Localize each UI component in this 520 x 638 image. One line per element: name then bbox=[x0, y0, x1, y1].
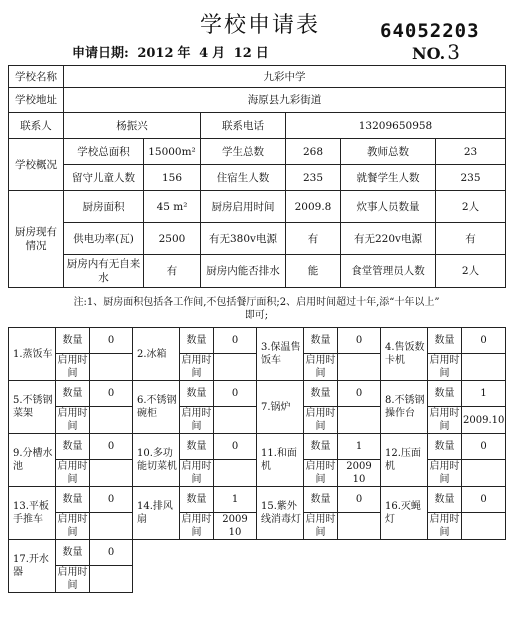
quantity-value: 0 bbox=[214, 381, 257, 407]
quantity-label: 数量 bbox=[304, 381, 338, 407]
students-label: 学生总数 bbox=[201, 139, 286, 165]
quantity-value: 1 bbox=[214, 487, 257, 513]
start-time-label: 启用时间 bbox=[57, 567, 88, 591]
v380-value: 有 bbox=[286, 223, 341, 255]
quantity-label: 数量 bbox=[428, 434, 462, 460]
start-time-label: 启用时间 bbox=[57, 355, 88, 379]
start-time-value bbox=[462, 513, 506, 540]
start-time-value bbox=[462, 460, 506, 487]
start-time-value bbox=[90, 407, 133, 434]
equipment-name: 3.保温售饭车 bbox=[257, 328, 304, 381]
quantity-value: 0 bbox=[214, 434, 257, 460]
date-year-unit: 年 bbox=[177, 46, 191, 61]
quantity-value: 0 bbox=[214, 328, 257, 354]
equipment-row bbox=[9, 540, 506, 566]
quantity-value: 0 bbox=[90, 434, 133, 460]
start-time-value: 2009 10 bbox=[338, 460, 381, 487]
boarding-label: 住宿生人数 bbox=[201, 165, 286, 191]
school-area-value: 15000m² bbox=[144, 139, 201, 165]
quantity-value: 1 bbox=[462, 381, 506, 407]
date-month: 4 bbox=[199, 46, 209, 61]
equipment-name: 11.和面机 bbox=[257, 434, 304, 487]
school-area-label: 学校总面积 bbox=[64, 139, 144, 165]
kitchen-staff-label: 炊事人员数量 bbox=[341, 191, 436, 223]
equipment-name: 10.多功能切菜机 bbox=[133, 434, 180, 487]
date-month-unit: 月 bbox=[212, 46, 226, 61]
quantity-value: 0 bbox=[338, 487, 381, 513]
drain-label: 厨房内能否排水 bbox=[201, 255, 286, 288]
equipment-name: 8.不锈钢操作台 bbox=[381, 381, 428, 434]
start-time-label: 启用时间 bbox=[429, 514, 460, 538]
kitchen-area-label: 厨房面积 bbox=[64, 191, 144, 223]
date-day: 12 bbox=[233, 46, 252, 61]
form-number-value: 3 bbox=[447, 40, 460, 64]
equipment-name: 7.锅炉 bbox=[257, 381, 304, 434]
school-name-value: 九彩中学 bbox=[64, 66, 506, 88]
overview-label: 学校概况 bbox=[9, 139, 64, 191]
start-time-value: 2009.10 bbox=[462, 407, 506, 434]
note bbox=[8, 296, 505, 322]
quantity-label: 数量 bbox=[56, 540, 90, 566]
quantity-value: 1 bbox=[338, 434, 381, 460]
kitchen-start-label: 厨房启用时间 bbox=[201, 191, 286, 223]
school-address-value: 海原县九彩街道 bbox=[64, 88, 506, 113]
equipment-name: 17.开水器 bbox=[9, 540, 56, 593]
start-time-value bbox=[338, 354, 381, 381]
quantity-value: 0 bbox=[338, 328, 381, 354]
power-label: 供电功率(瓦) bbox=[64, 223, 144, 255]
start-time-value bbox=[462, 354, 506, 381]
start-time-label: 启用时间 bbox=[305, 514, 336, 538]
start-time-label: 启用时间 bbox=[429, 461, 460, 485]
school-name-label: 学校名称 bbox=[9, 66, 64, 88]
quantity-label: 数量 bbox=[428, 381, 462, 407]
note-line-2: 即可; bbox=[244, 310, 269, 321]
start-time-label: 启用时间 bbox=[181, 355, 212, 379]
quantity-label: 数量 bbox=[56, 487, 90, 513]
equipment-name: 5.不锈钢菜架 bbox=[9, 381, 56, 434]
equipment-row bbox=[9, 434, 506, 460]
teachers-value: 23 bbox=[436, 139, 506, 165]
equipment-name: 9.分槽水池 bbox=[9, 434, 56, 487]
kitchen-label: 厨房现有情况 bbox=[9, 191, 64, 288]
start-time-label: 启用时间 bbox=[305, 408, 336, 432]
start-time-value bbox=[90, 460, 133, 487]
start-time-value bbox=[90, 354, 133, 381]
start-time-value bbox=[214, 460, 257, 487]
contact-label: 联系人 bbox=[9, 113, 64, 139]
form-number bbox=[412, 40, 460, 64]
start-time-value bbox=[338, 407, 381, 434]
quantity-label: 数量 bbox=[180, 328, 214, 354]
start-time-label: 启用时间 bbox=[305, 461, 336, 485]
start-time-label: 启用时间 bbox=[57, 461, 88, 485]
kitchen-staff-value: 2人 bbox=[436, 191, 506, 223]
start-time-label: 启用时间 bbox=[429, 408, 460, 432]
start-time-label: 启用时间 bbox=[429, 355, 460, 379]
v380-label: 有无380v电源 bbox=[201, 223, 286, 255]
serial-number: 64052203 bbox=[380, 20, 480, 42]
contact-value: 杨振兴 bbox=[64, 113, 201, 139]
quantity-value: 0 bbox=[90, 487, 133, 513]
left-behind-value: 156 bbox=[144, 165, 201, 191]
phone-label: 联系电话 bbox=[201, 113, 286, 139]
boarding-value: 235 bbox=[286, 165, 341, 191]
equipment-row bbox=[9, 328, 506, 354]
start-time-value bbox=[214, 354, 257, 381]
quantity-label: 数量 bbox=[304, 434, 338, 460]
quantity-label: 数量 bbox=[428, 487, 462, 513]
note-line-1: 注:1、厨房面积包括各工作间,不包括餐厅面积;2、启用时间超过十年,添“十年以上” bbox=[73, 297, 440, 308]
phone-value: 13209650958 bbox=[286, 113, 506, 139]
quantity-label: 数量 bbox=[56, 381, 90, 407]
quantity-label: 数量 bbox=[180, 381, 214, 407]
quantity-value: 0 bbox=[462, 434, 506, 460]
water-value: 有 bbox=[144, 255, 201, 288]
form-number-label: NO. bbox=[412, 44, 446, 63]
left-behind-label: 留守儿童人数 bbox=[64, 165, 144, 191]
manager-label: 食堂管理员人数 bbox=[341, 255, 436, 288]
school-address-label: 学校地址 bbox=[9, 88, 64, 113]
start-time-label: 启用时间 bbox=[181, 408, 212, 432]
start-time-label: 启用时间 bbox=[305, 355, 336, 379]
start-time-value bbox=[338, 513, 381, 540]
start-time-value bbox=[90, 513, 133, 540]
quantity-value: 0 bbox=[90, 328, 133, 354]
quantity-value: 0 bbox=[462, 487, 506, 513]
kitchen-start-value: 2009.8 bbox=[286, 191, 341, 223]
quantity-label: 数量 bbox=[304, 487, 338, 513]
water-label: 厨房内有无自来水 bbox=[64, 255, 144, 288]
quantity-label: 数量 bbox=[56, 434, 90, 460]
students-value: 268 bbox=[286, 139, 341, 165]
quantity-label: 数量 bbox=[428, 328, 462, 354]
equipment-name: 12.压面机 bbox=[381, 434, 428, 487]
quantity-value: 0 bbox=[90, 381, 133, 407]
quantity-label: 数量 bbox=[56, 328, 90, 354]
form-title: 学校申请表 bbox=[199, 13, 320, 38]
quantity-label: 数量 bbox=[180, 434, 214, 460]
start-time-label: 启用时间 bbox=[57, 408, 88, 432]
quantity-label: 数量 bbox=[180, 487, 214, 513]
empty-cell bbox=[133, 540, 257, 593]
teachers-label: 教师总数 bbox=[341, 139, 436, 165]
v220-value: 有 bbox=[436, 223, 506, 255]
equipment-name: 13.平板手推车 bbox=[9, 487, 56, 540]
start-time-label: 启用时间 bbox=[181, 514, 212, 538]
start-time-label: 启用时间 bbox=[57, 514, 88, 538]
equipment-name: 14.排风扇 bbox=[133, 487, 180, 540]
quantity-value: 0 bbox=[462, 328, 506, 354]
equipment-name: 16.灭蝇灯 bbox=[381, 487, 428, 540]
start-time-value bbox=[90, 566, 133, 593]
quantity-value: 0 bbox=[90, 540, 133, 566]
equipment-row bbox=[9, 487, 506, 513]
quantity-label: 数量 bbox=[304, 328, 338, 354]
school-info-table bbox=[8, 65, 506, 288]
start-time-label: 启用时间 bbox=[181, 461, 212, 485]
equipment-name: 1.蒸饭车 bbox=[9, 328, 56, 381]
start-time-value: 2009 10 bbox=[214, 513, 257, 540]
power-value: 2500 bbox=[144, 223, 201, 255]
date-year: 2012 bbox=[137, 46, 174, 61]
equipment-name: 2.冰箱 bbox=[133, 328, 180, 381]
date-day-unit: 日 bbox=[255, 46, 269, 61]
empty-cell bbox=[257, 540, 381, 593]
v220-label: 有无220v电源 bbox=[341, 223, 436, 255]
empty-cell bbox=[381, 540, 506, 593]
equipment-table bbox=[8, 327, 506, 593]
equipment-name: 4.售饭数卡机 bbox=[381, 328, 428, 381]
dining-value: 235 bbox=[436, 165, 506, 191]
equipment-row bbox=[9, 381, 506, 407]
application-date bbox=[72, 42, 273, 61]
equipment-name: 6.不锈钢碗柜 bbox=[133, 381, 180, 434]
start-time-value bbox=[214, 407, 257, 434]
kitchen-area-value: 45 m² bbox=[144, 191, 201, 223]
manager-value: 2人 bbox=[436, 255, 506, 288]
dining-label: 就餐学生人数 bbox=[341, 165, 436, 191]
equipment-name: 15.紫外线消毒灯 bbox=[257, 487, 304, 540]
date-label: 申请日期: bbox=[72, 46, 129, 61]
quantity-value: 0 bbox=[338, 381, 381, 407]
drain-value: 能 bbox=[286, 255, 341, 288]
